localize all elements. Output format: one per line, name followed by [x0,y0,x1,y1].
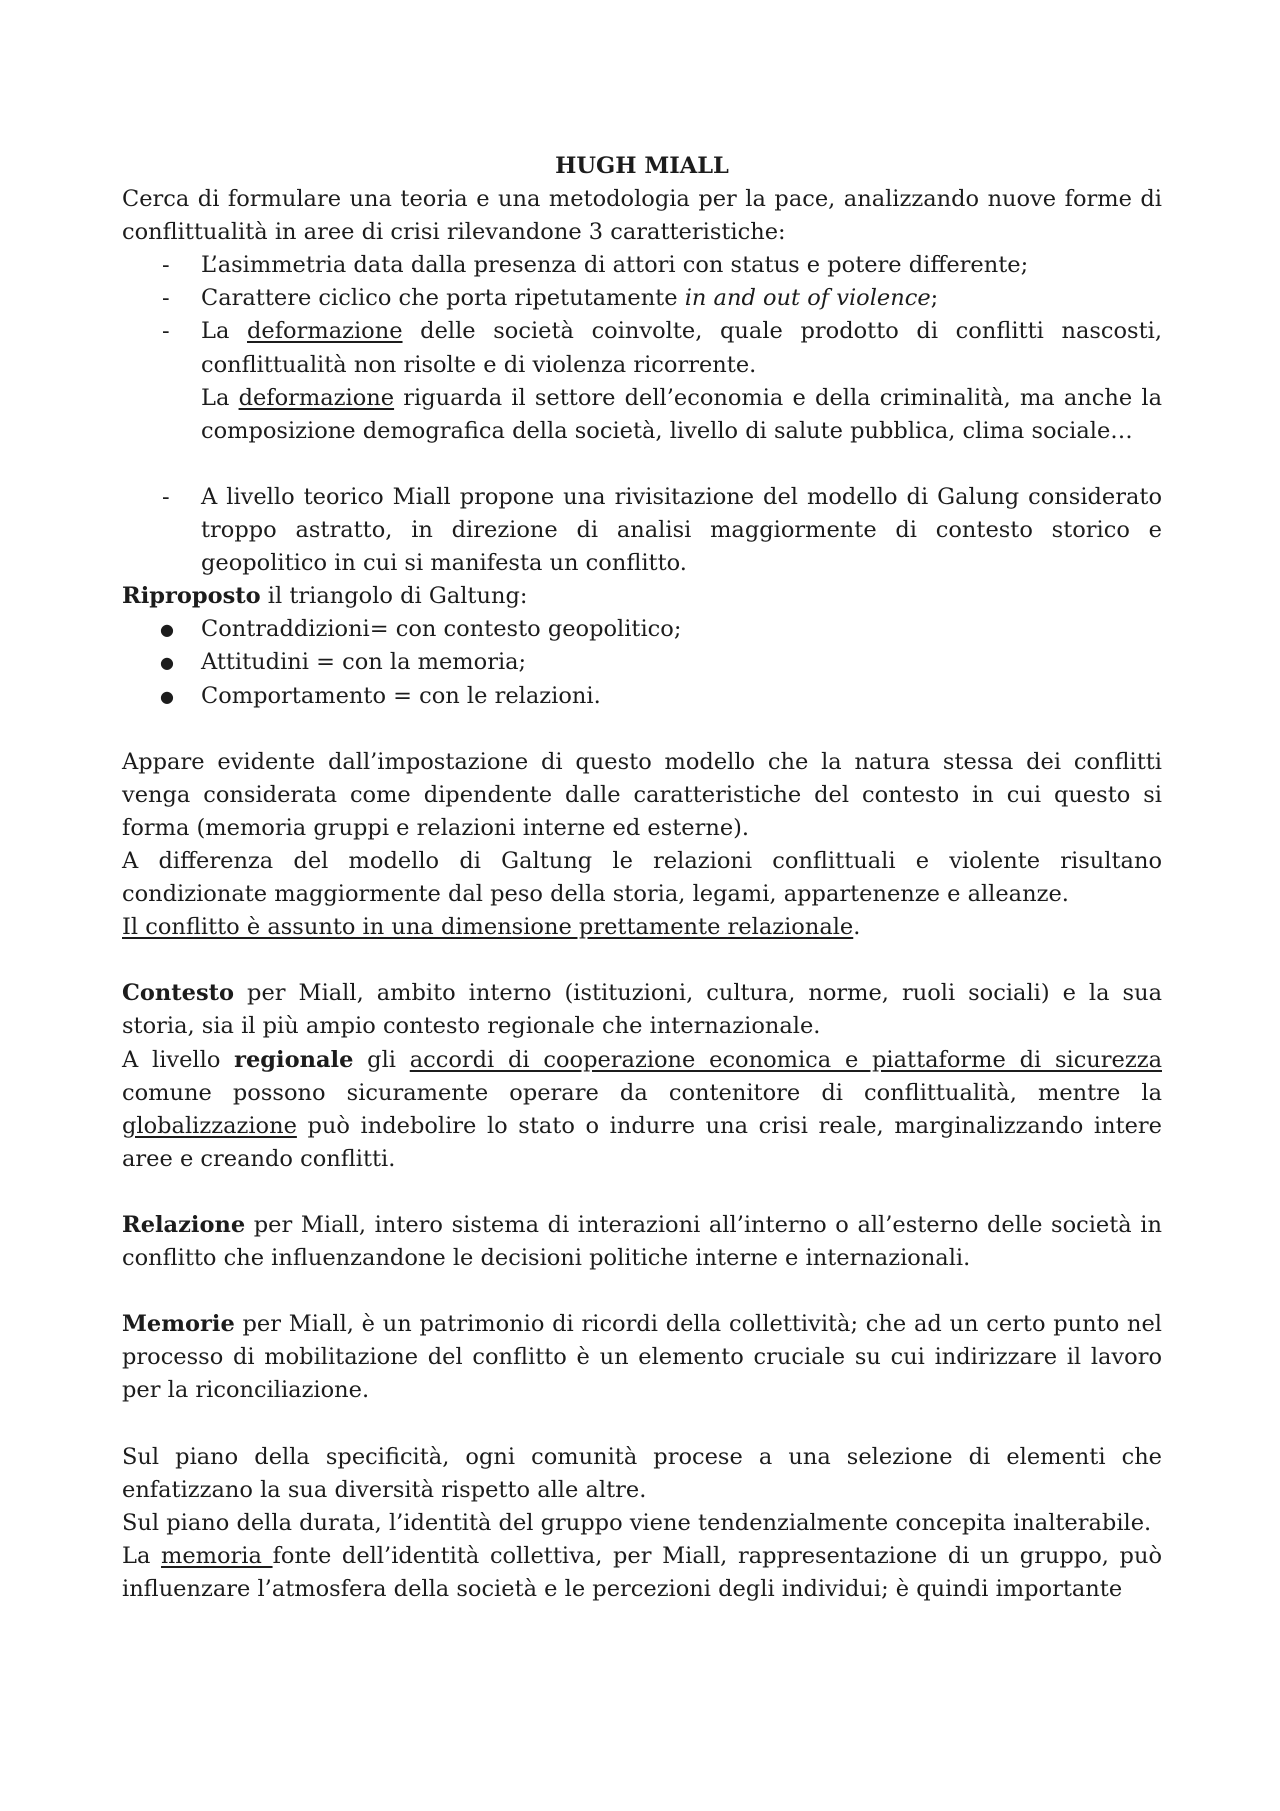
paragraph-text: gli [353,1046,410,1073]
spacer [122,713,1162,746]
paragraph-durata: Sul piano della durata, l’identità del gruppo viene tendenzialmente concepita inalterabile. [122,1509,1152,1536]
bullet-marker: ● [160,620,174,640]
spacer [122,1275,1162,1308]
list-item [122,282,1162,315]
list-item-text: La [201,384,239,411]
spacer [122,944,1162,977]
paragraph-text: comune possono sicuramente operare da contenitore di conflittualità, mentre la [122,1079,1162,1106]
list-item-text: La [201,318,248,345]
list-item-text: L’asimmetria data dalla presenza di attori con status e potere differente; [201,252,1029,279]
paragraph-contesto [122,977,1162,1043]
list-item-text: A livello teorico Miall propone una rivisitazione del modello di Galung considerato troppo astratto, in direzione di analisi maggiormente di contesto storico e geopolitico in cui si manifesta un conflitto. [201,483,1162,577]
characteristics-list [122,249,1162,580]
paragraph-memoria [122,1540,1162,1606]
underlined-sentence: Il conflitto è assunto in una dimensione prettamente relazionale [122,914,854,941]
paragraph-differenza: A differenza del modello di Galtung le relazioni conflittuali e violente risultano condizionate maggiormente dal peso della storia, legami, appartenenze e alleanze. [122,847,1162,908]
dash-marker: - [162,318,170,345]
paragraph-text: fonte dell’identità collettiva, per Miall, rappresentazione di un gruppo, può influenzare l’atmosfera della società e le percezioni degli individui; è quindi importante [122,1542,1162,1603]
heading-text: il triangolo di Galtung: [260,583,528,610]
bold-term: Riproposto [122,583,261,610]
paragraph-evidente: Appare evidente dall’impostazione di questo modello che la natura stessa dei conflitti venga considerata come dipendente dalle caratteristiche del contesto in cui questo si forma (memoria gruppi e relazioni interne ed esterne). [122,748,1162,841]
intro-paragraph: Cerca di formulare una teoria e una metodologia per la pace, analizzando nuove forme di conflittualità in aree di crisi rilevandone 3 caratteristiche: [122,186,1162,246]
bold-term: regionale [234,1046,354,1073]
dash-marker: - [162,285,170,312]
spacer [122,1408,1162,1441]
punctuation: . [853,914,861,941]
dash-marker: - [162,252,170,279]
underlined-term: globalizzazione [122,1112,297,1139]
underlined-term: deformazione [247,318,403,345]
list-item [122,646,1162,679]
document-page [122,150,1162,1606]
list-item-text: Comportamento = con le relazioni. [201,682,601,709]
underlined-term: memoria [161,1542,273,1569]
spacer [122,1176,1162,1209]
paragraph-relazione [122,1209,1162,1275]
bold-term: Contesto [122,980,235,1007]
bold-term: Relazione [122,1212,246,1238]
list-item-text: delle società coinvolte, quale prodotto di conflitti nascosti, conflittualità non risolte e di violenza ricorrente. [201,318,1162,378]
paragraph-regionale [122,1044,1162,1176]
list-item-text: ; [930,285,939,312]
bullet-marker: ● [160,686,174,706]
italic-phrase: in and out of violence [684,285,931,312]
paragraph-text: per Miall, ambito interno (istituzioni, cultura, norme, ruoli sociali) e la sua storia, sia il più ampio contesto regionale che internazionale. [122,980,1162,1040]
paragraph-specificita: Sul piano della specificità, ogni comunità procese a una selezione di elementi che enfatizzano la sua diversità rispetto alle altre. [122,1443,1162,1503]
list-item-text: Carattere ciclico che porta ripetutamente [201,285,685,312]
list-item [122,680,1162,713]
underlined-term: deformazione [238,384,395,411]
paragraph-relazionale [122,911,1162,944]
list-item [122,249,1162,282]
list-item-text: Contraddizioni= con contesto geopolitico; [201,616,682,643]
triangle-list [122,613,1162,712]
dash-marker: - [162,483,170,510]
list-item [122,481,1162,580]
spacer [201,448,1162,481]
list-item [122,315,1162,480]
list-item-text: riguarda il settore dell’economia e della criminalità, ma anche la composizione demografica della società, livello di salute pubblica, clima sociale… [201,384,1162,444]
paragraph-text: può indebolire lo stato o indurre una crisi reale, marginalizzando intere aree e creando conflitti. [122,1112,1162,1172]
paragraph-text: A livello [122,1046,235,1073]
paragraph-text: per Miall, è un patrimonio di ricordi della collettività; che ad un certo punto nel processo di mobilitazione del conflitto è un elemento cruciale su cui indirizzare il lavoro per la riconciliazione. [122,1311,1162,1404]
paragraph-memorie [122,1308,1162,1407]
triangle-heading [122,580,1162,613]
underlined-phrase: accordi di cooperazione economica e piattaforme di sicurezza [409,1046,1162,1073]
paragraph-text: per Miall, intero sistema di interazioni all’interno o all’esterno delle società in conflitto che influenzandone le decisioni politiche interne e internazionali. [122,1212,1162,1272]
bold-term: Memorie [122,1311,235,1338]
document-title: HUGH MIALL [555,153,729,179]
paragraph-text: La [122,1542,162,1569]
list-item [122,613,1162,646]
list-item-text: Attitudini = con la memoria; [201,649,527,676]
bullet-marker: ● [160,653,174,673]
